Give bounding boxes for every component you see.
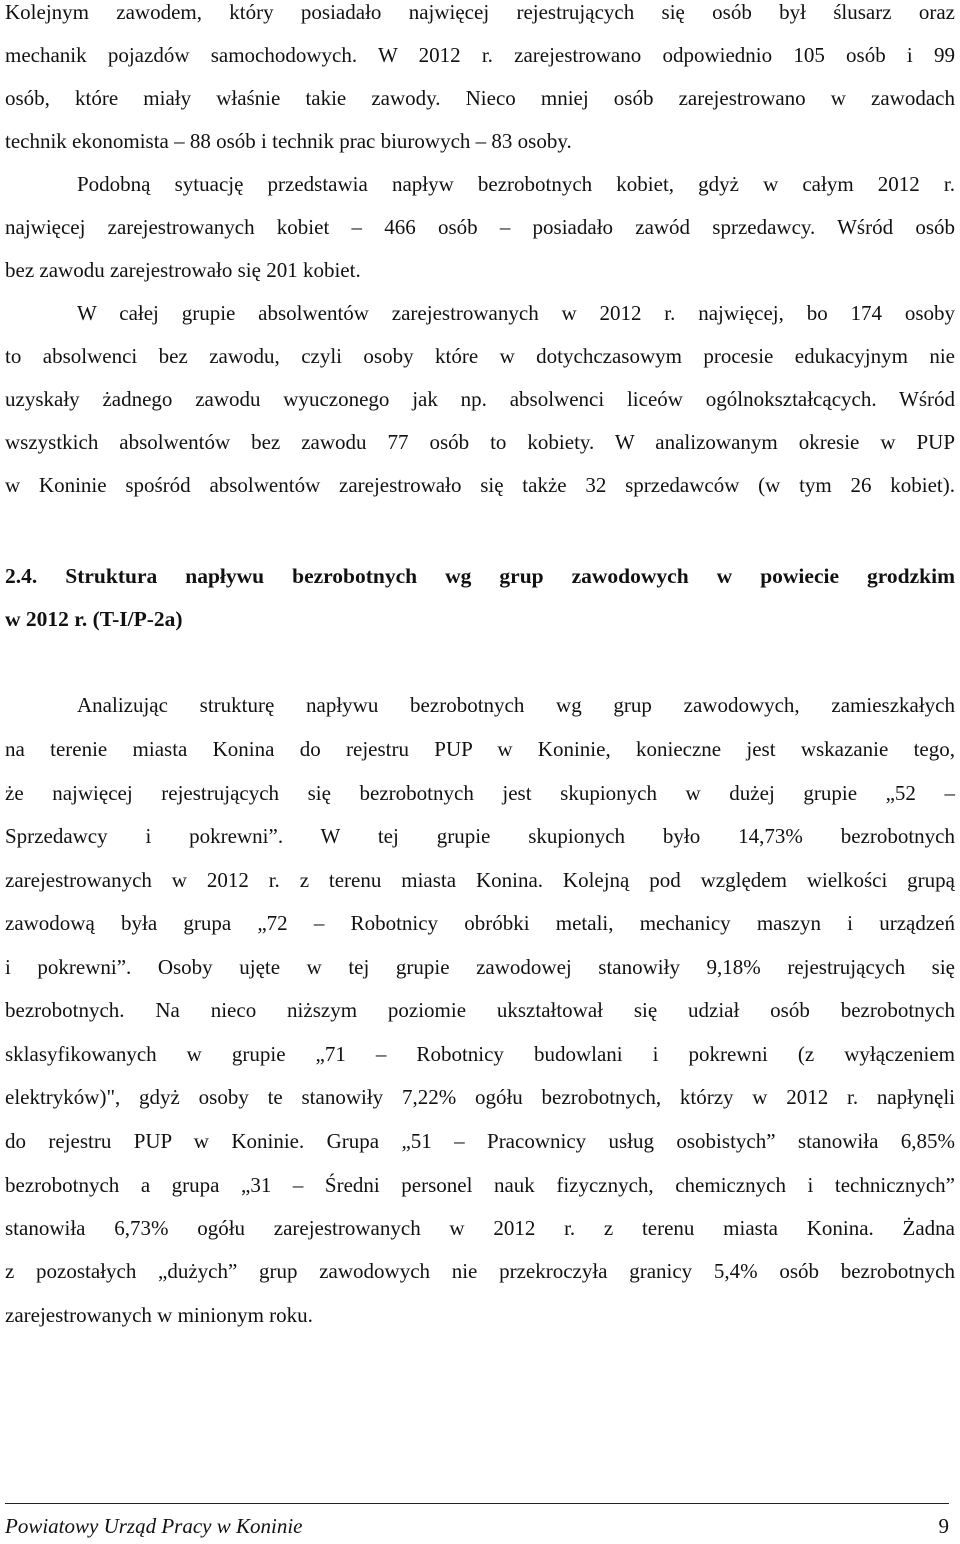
page-number: 9 [938,1514,949,1538]
body-line: wszystkich absolwentów bez zawodu 77 osób to kobiety. W analizowanym okresie w PUP [5,430,955,454]
section-line: sklasyfikowanych w grupie „71 – Robotnicy budowlani i pokrewni (z wyłączeniem [5,1042,955,1066]
section-line: zarejestrowanych w minionym roku. [5,1303,313,1327]
body-line: w Koninie spośród absolwentów zarejestrowało się także 32 sprzedawców (w tym 26 kobiet). [5,473,955,497]
body-line: najwięcej zarejestrowanych kobiet – 466 osób – posiadało zawód sprzedawcy. Wśród osób [5,215,955,239]
body-line: Kolejnym zawodem, który posiadało najwięcej rejestrujących się osób był ślusarz oraz [5,0,955,24]
section-line: i pokrewni”. Osoby ujęte w tej grupie zawodowej stanowiły 9,18% rejestrujących się [5,955,955,979]
section-line: elektryków)", gdyż osoby te stanowiły 7,22% ogółu bezrobotnych, którzy w 2012 r. napłynęli [5,1085,955,1109]
body-line: Podobną sytuację przedstawia napływ bezrobotnych kobiet, gdyż w całym 2012 r. [77,172,955,196]
body-line: uzyskały żadnego zawodu wyuczonego jak np. absolwenci liceów ogólnokształcących. Wśród [5,387,955,411]
footer-title: Powiatowy Urząd Pracy w Koninie [5,1514,303,1538]
section-line: do rejestru PUP w Koninie. Grupa „51 – Pracownicy usług osobistych” stanowiła 6,85% [5,1129,955,1153]
body-line: osób, które miały właśnie takie zawody. Nieco mniej osób zarejestrowano w zawodach [5,86,955,110]
section-line: Analizując strukturę napływu bezrobotnych wg grup zawodowych, zamieszkałych [77,693,955,717]
section-line: stanowiła 6,73% ogółu zarejestrowanych w 2012 r. z terenu miasta Konina. Żadna [5,1216,955,1240]
section-line: Sprzedawcy i pokrewni”. W tej grupie skupionych było 14,73% bezrobotnych [5,824,955,848]
body-line: technik ekonomista – 88 osób i technik prac biurowych – 83 osoby. [5,129,572,153]
section-line: bezrobotnych. Na nieco niższym poziomie ukształtował się udział osób bezrobotnych [5,998,955,1022]
section-line: bezrobotnych a grupa „31 – Średni personel nauk fizycznych, chemicznych i technicznych” [5,1173,955,1197]
section-heading: 2.4. Struktura napływu bezrobotnych wg grup zawodowych w powiecie grodzkim [5,564,955,588]
section-heading-continued: w 2012 r. (T-I/P-2a) [5,607,183,631]
page-footer [5,1514,949,1544]
section-line: zawodową była grupa „72 – Robotnicy obróbki metali, mechanicy maszyn i urządzeń [5,911,955,935]
section-line: że najwięcej rejestrujących się bezrobotnych jest skupionych w dużej grupie „52 – [5,781,955,805]
body-line: mechanik pojazdów samochodowych. W 2012 r. zarejestrowano odpowiednio 105 osób i 99 [5,43,955,67]
section-line: na terenie miasta Konina do rejestru PUP w Koninie, konieczne jest wskazanie tego, [5,737,955,761]
body-line: to absolwenci bez zawodu, czyli osoby które w dotychczasowym procesie edukacyjnym nie [5,344,955,368]
footer-divider [5,1503,949,1504]
body-line: W całej grupie absolwentów zarejestrowanych w 2012 r. najwięcej, bo 174 osoby [77,301,955,325]
section-line: zarejestrowanych w 2012 r. z terenu miasta Konina. Kolejną pod względem wielkości grupą [5,868,955,892]
body-line: bez zawodu zarejestrowało się 201 kobiet. [5,258,361,282]
section-line: z pozostałych „dużych” grup zawodowych nie przekroczyła granicy 5,4% osób bezrobotnych [5,1259,955,1283]
